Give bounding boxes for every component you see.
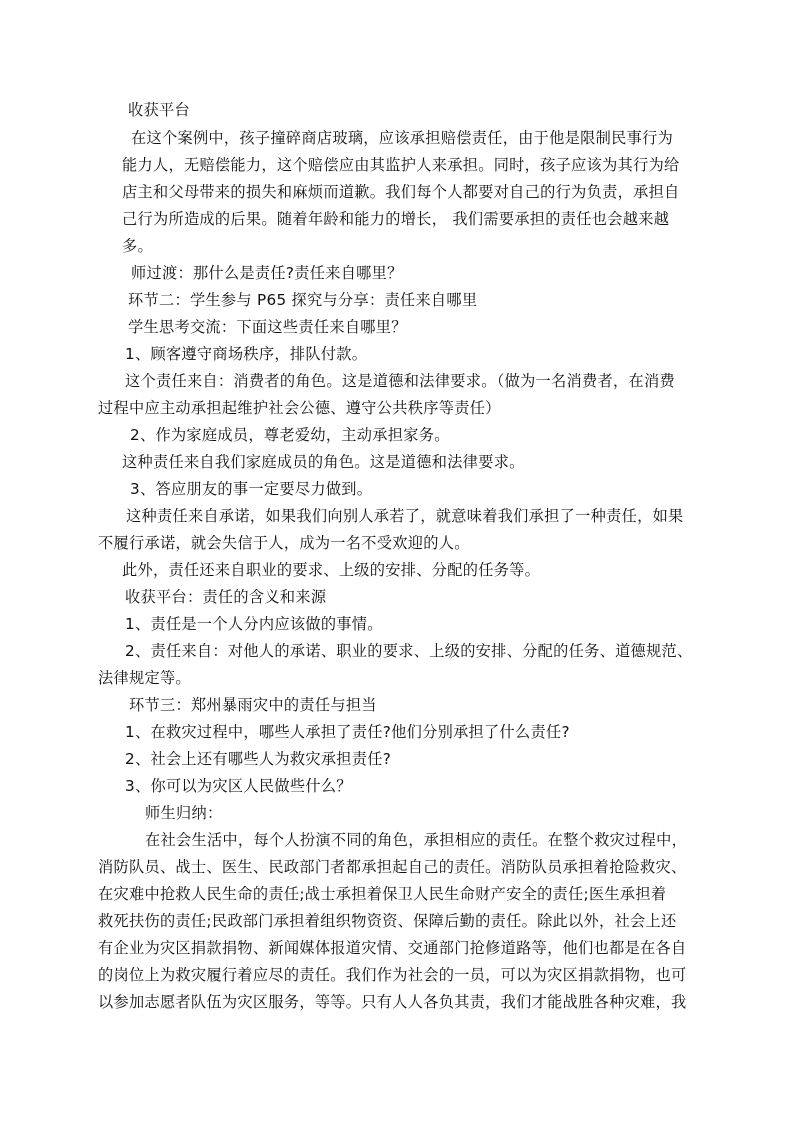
- transition-line: 师过渡：那什么是责任?责任来自哪里？: [131, 264, 403, 282]
- section-heading: 环节二：学生参与 P65 探究与分享：责任来自哪里: [128, 291, 478, 309]
- list-item: 3、你可以为灾区人民做些什么？: [125, 777, 352, 795]
- section-heading: 收获平台: [128, 101, 190, 119]
- paragraph-line: 这种责任来自我们家庭成员的角色。这是道德和法律要求。: [122, 453, 525, 471]
- paragraph-line: 多。: [122, 237, 153, 255]
- list-item: 1、顾客遵守商场秩序，排队付款。: [125, 345, 368, 363]
- list-item: 2、社会上还有哪些人为救灾承担责任?: [125, 750, 392, 768]
- paragraph-line: 以参加志愿者队伍为灾区服务，等等。只有人人各负其责，我们才能战胜各种灾难，我: [98, 993, 687, 1011]
- paragraph-line: 不履行承诺，就会失信于人，成为一名不受欢迎的人。: [98, 534, 470, 552]
- paragraph-line: 店主和父母带来的损失和麻烦而道歉。我们每个人都要对自己的行为负责，承担自: [122, 183, 680, 201]
- paragraph-line: 此外，责任还来自职业的要求、上级的安排、分配的任务等。: [122, 561, 541, 579]
- paragraph-line: 法律规定等。: [98, 669, 191, 687]
- list-item: 2、责任来自：对他人的承诺、职业的要求、上级的安排、分配的任务、道德规范、: [125, 642, 693, 660]
- list-item: 1、责任是一个人分内应该做的事情。: [125, 615, 383, 633]
- paragraph-line: 能力人，无赔偿能力，这个赔偿应由其监护人来承担。同时，孩子应该为其行为给: [122, 156, 680, 174]
- paragraph-line: 这种责任来自承诺，如果我们向别人承若了，就意味着我们承担了一种责任，如果: [126, 507, 684, 525]
- paragraph-line: 这个责任来自：消费者的角色。这是道德和法律要求。（做为一名消费者，在消费: [125, 372, 675, 390]
- paragraph-line: 救死扶伤的责任;民政部门承担着组织物资资、保障后勤的责任。除此以外，社会上还: [98, 912, 677, 930]
- list-item: 3、答应朋友的事一定要尽力做到。: [130, 480, 373, 498]
- paragraph-line: 己行为所造成的后果。随着年龄和能力的增长， 我们需要承担的责任也会越来越: [122, 210, 670, 228]
- list-item: 1、在救灾过程中，哪些人承担了责任?他们分别承担了什么责任?: [125, 723, 570, 741]
- paragraph-line: 过程中应主动承担起维护社会公德、遵守公共秩序等责任）: [98, 399, 501, 417]
- paragraph-line: 在这个案例中，孩子撞碎商店玻璃，应该承担赔偿责任，由于他是限制民事行为: [131, 129, 674, 147]
- paragraph-line: 有企业为灾区捐款捐物、新闻媒体报道灾情、交通部门抢修道路等，他们也都是在各自: [98, 939, 687, 957]
- list-item: 2、作为家庭成员，尊老爱幼，主动承担家务。: [130, 426, 450, 444]
- paragraph-line: 学生思考交流：下面这些责任来自哪里？: [128, 318, 407, 336]
- section-heading: 收获平台：责任的含义和来源: [125, 588, 327, 606]
- paragraph-line: 在灾难中抢救人民生命的责任;战士承担着保卫人民生命财产安全的责任;医生承担着: [98, 885, 667, 903]
- paragraph-line: 消防队员、战士、医生、民政部门者都承担起自己的责任。消防队员承担着抢险救灾、: [98, 858, 687, 876]
- paragraph-line: 在社会生活中，每个人扮演不同的角色，承担相应的责任。在整个救灾过程中，: [145, 831, 688, 849]
- section-heading: 环节三：郑州暴雨灾中的责任与担当: [129, 696, 377, 714]
- paragraph-line: 的岗位上为救灾履行着应尽的责任。我们作为社会的一员，可以为灾区捐款捐物，也可: [98, 966, 687, 984]
- section-heading: 师生归纳：: [145, 804, 223, 822]
